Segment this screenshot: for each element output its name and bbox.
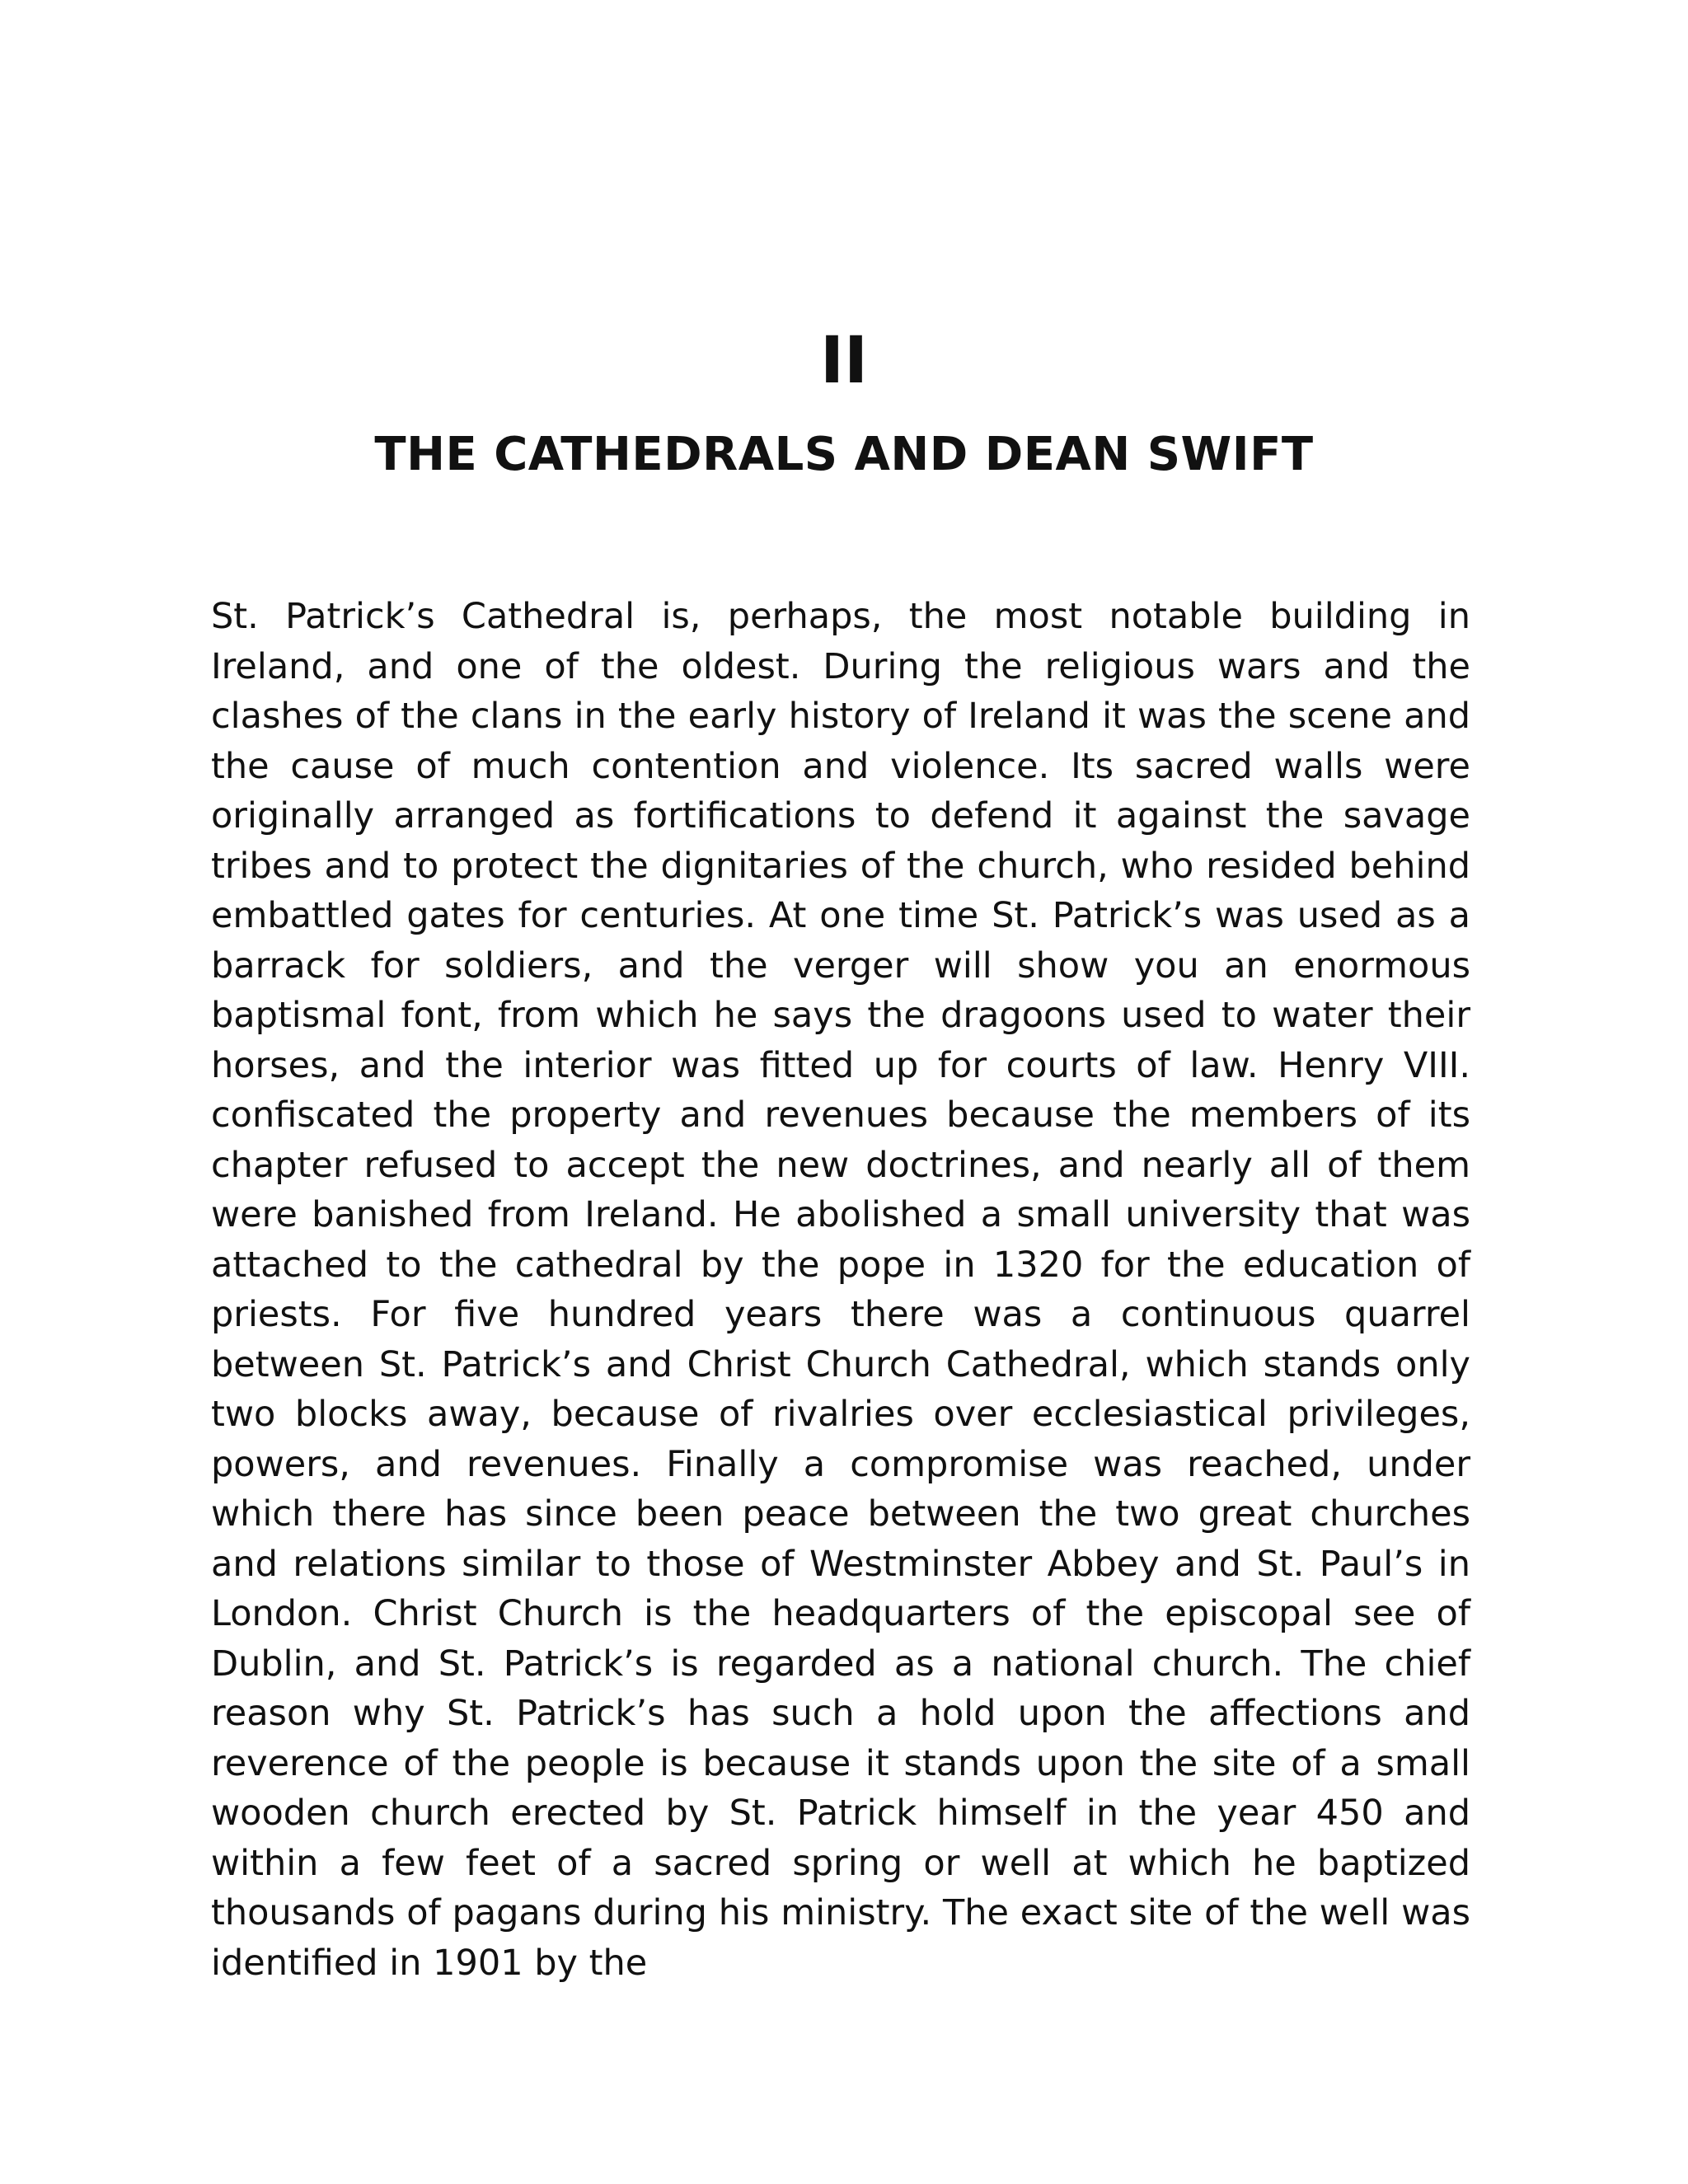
- body-paragraph: St. Patrick’s Cathedral is, perhaps, the most notable building in Ireland, and one of the oldest. During the religious wars and the clashes of the clans in the early history of Ireland it was the scene and the cause of much contention and violence. Its sacred walls were originally arranged as fortifications to defend it against the savage tribes and to protect the dignitaries of the church, who resided behind embattled gates for centuries. At one time St. Patrick’s was used as a barrack for soldiers, and the verger will show you an enormous baptismal font, from which he says the dragoons used to water their horses, and the interior was fitted up for courts of law. Henry VIII. confiscated the property and revenues because the members of its chapter refused to accept the new doctrines, and nearly all of them were banished from Ireland. He abolished a small university that was attached to the cathedral by the pope in 1320 for the education of priests. For five hundred years there was a continuous quarrel between St. Patrick’s and Christ Church Cathedral, which stands only two blocks away, because of rivalries over ecclesiastical privileges, powers, and revenues. Finally a compromise was reached, under which there has since been peace between the two great churches and relations similar to those of Westminster Abbey and St. Paul’s in London. Christ Church is the headquarters of the episcopal see of Dublin, and St. Patrick’s is regarded as a national church. The chief reason why St. Patrick’s has such a hold upon the affections and reverence of the people is because it stands upon the site of a small wooden church erected by St. Patrick himself in the year 450 and within a few feet of a sacred spring or well at which he baptized thousands of pagans during his ministry. The exact site of the well was identified in 1901 by the: [211, 596, 1470, 1984]
- chapter-number: II: [819, 324, 869, 398]
- chapter-title: THE CATHEDRALS AND DEAN SWIFT: [374, 428, 1314, 481]
